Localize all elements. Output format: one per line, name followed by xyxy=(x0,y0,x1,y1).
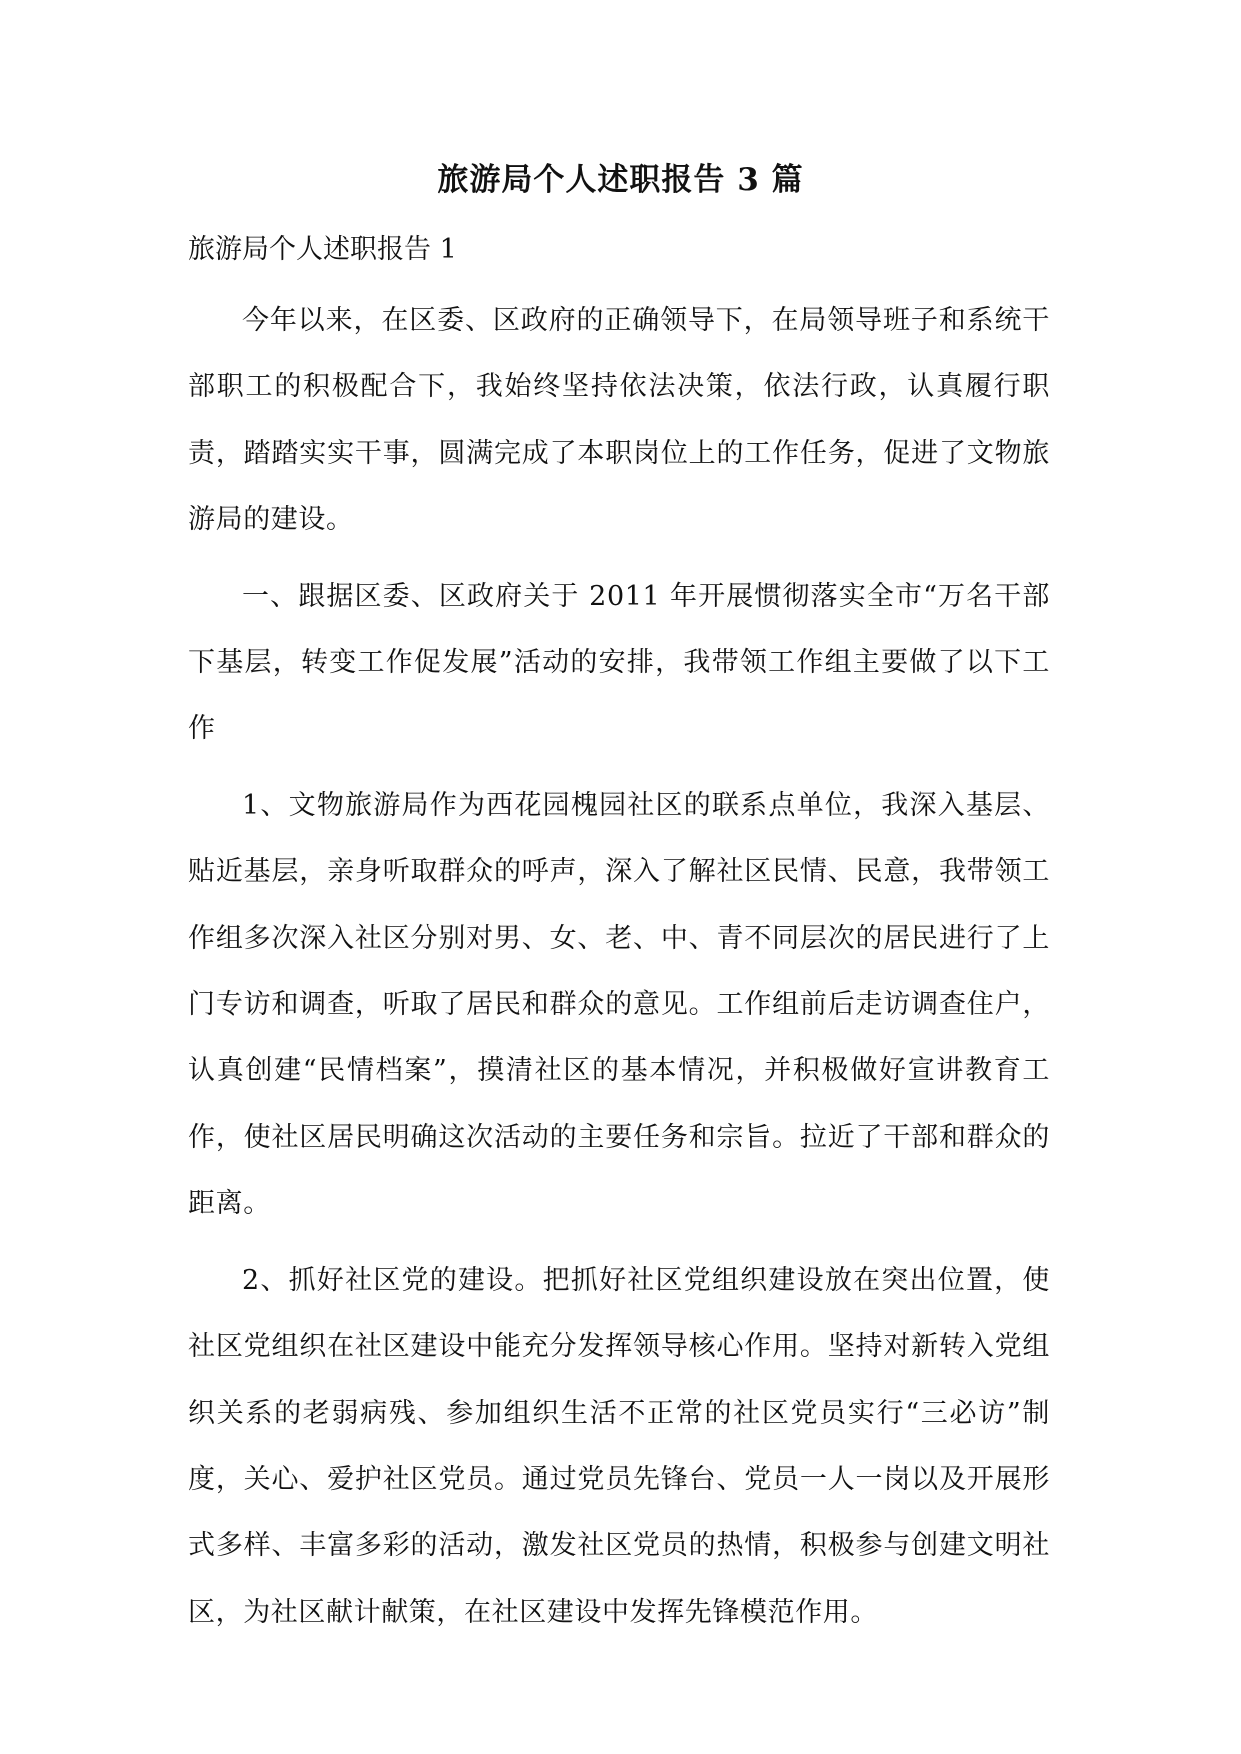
body-paragraph: 2、抓好社区党的建设。把抓好社区党组织建设放在突出位置，使社区党组织在社区建设中能充分发挥领导核心作用。坚持对新转入党组织关系的老弱病残、参加组织生活不正常的社区党员实行“三必访”制度，关心、爱护社区党员。通过党员先锋台、党员一人一岗以及开展形式多样、丰富多彩的活动，激发社区党员的热情，积极参与创建文明社区，为社区献计献策，在社区建设中发挥先锋模范作用。 xyxy=(188,1264,1050,1628)
document-body xyxy=(188,288,1050,1656)
document-title: 旅游局个人述职报告 3 篇 xyxy=(437,162,804,198)
body-paragraph: 一、跟据区委、区政府关于 2011 年开展惯彻落实全市“万名干部下基层，转变工作促发展”活动的安排，我带领工作组主要做了以下工作 xyxy=(188,580,1050,745)
body-paragraph: 1、文物旅游局作为西花园槐园社区的联系点单位，我深入基层、贴近基层，亲身听取群众的呼声，深入了解社区民情、民意，我带领工作组多次深入社区分别对男、女、老、中、青不同层次的居民进行了上门专访和调查，听取了居民和群众的意见。工作组前后走访调查住户，认真创建“民情档案”，摸清社区的基本情况，并积极做好宣讲教育工作，使社区居民明确这次活动的主要任务和宗旨。拉近了干部和群众的距离。 xyxy=(188,789,1050,1220)
body-paragraph: 今年以来，在区委、区政府的正确领导下，在局领导班子和系统干部职工的积极配合下，我始终坚持依法决策，依法行政，认真履行职责，踏踏实实干事，圆满完成了本职岗位上的工作任务，促进了文物旅游局的建设。 xyxy=(188,305,1050,536)
section-heading: 旅游局个人述职报告 1 xyxy=(188,234,457,265)
